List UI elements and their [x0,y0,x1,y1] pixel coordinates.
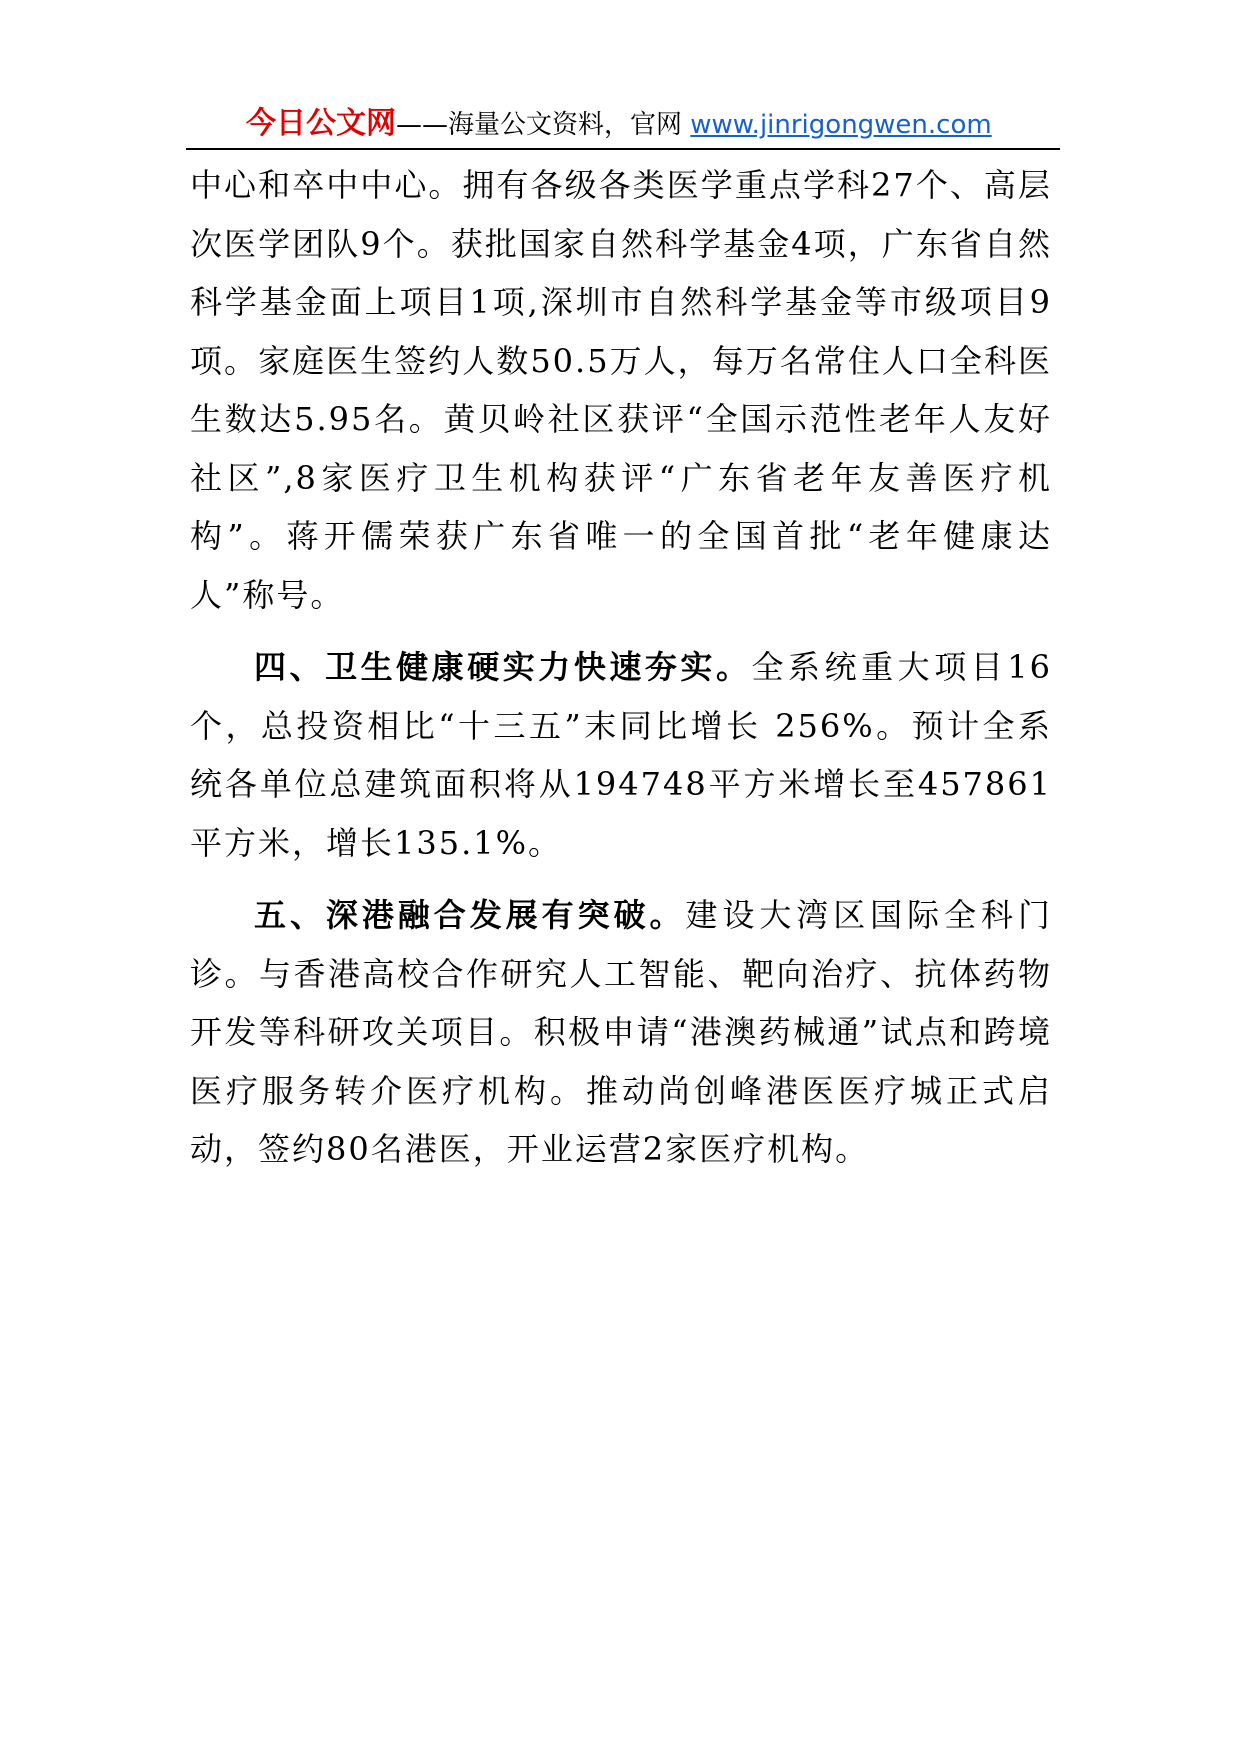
site-brand: 今日公文网 [246,106,396,141]
page-header [186,104,1060,150]
header-line [246,108,992,141]
paragraph-2-text: 全系统重大项目16个，总投资相比“十三五”末同比增长 256%。预计全系统各单位总建筑面积将从194748平方米增长至457861平方米，增长135.1%。 [190,648,1052,862]
paragraph-2 [190,638,1052,872]
section-4-heading: 四、卫生健康硬实力快速夯实。 [254,648,752,686]
paragraph-3 [190,886,1052,1179]
header-tagline: 海量公文资料，官网 [448,110,691,140]
section-5-heading: 五、深港融合发展有突破。 [254,896,686,934]
document-body [190,156,1052,1193]
paragraph-3-text: 建设大湾区国际全科门诊。与香港高校合作研究人工智能、靶向治疗、抗体药物开发等科研攻关项目。积极申请“港澳药械通”试点和跨境医疗服务转介医疗机构。推动尚创峰港医医疗城正式启动，签约80名港医，开业运营2家医疗机构。 [190,896,1052,1168]
paragraph-1-text: 中心和卒中中心。拥有各级各类医学重点学科27个、高层次医学团队9个。获批国家自然科学基金4项，广东省自然科学基金面上项目1项,深圳市自然科学基金等市级项目9项。家庭医生签约人数50.5万人，每万名常住人口全科医生数达5.95名。黄贝岭社区获评“全国示范性老年人友好社区”,8家医疗卫生机构获评“广东省老年友善医疗机构”。蒋开儒荣获广东省唯一的全国首批“老年健康达人”称号。 [190,166,1052,614]
header-dash: —— [396,110,448,140]
site-url-link[interactable]: www.jinrigongwen.com [690,110,992,140]
paragraph-1 [190,156,1052,624]
